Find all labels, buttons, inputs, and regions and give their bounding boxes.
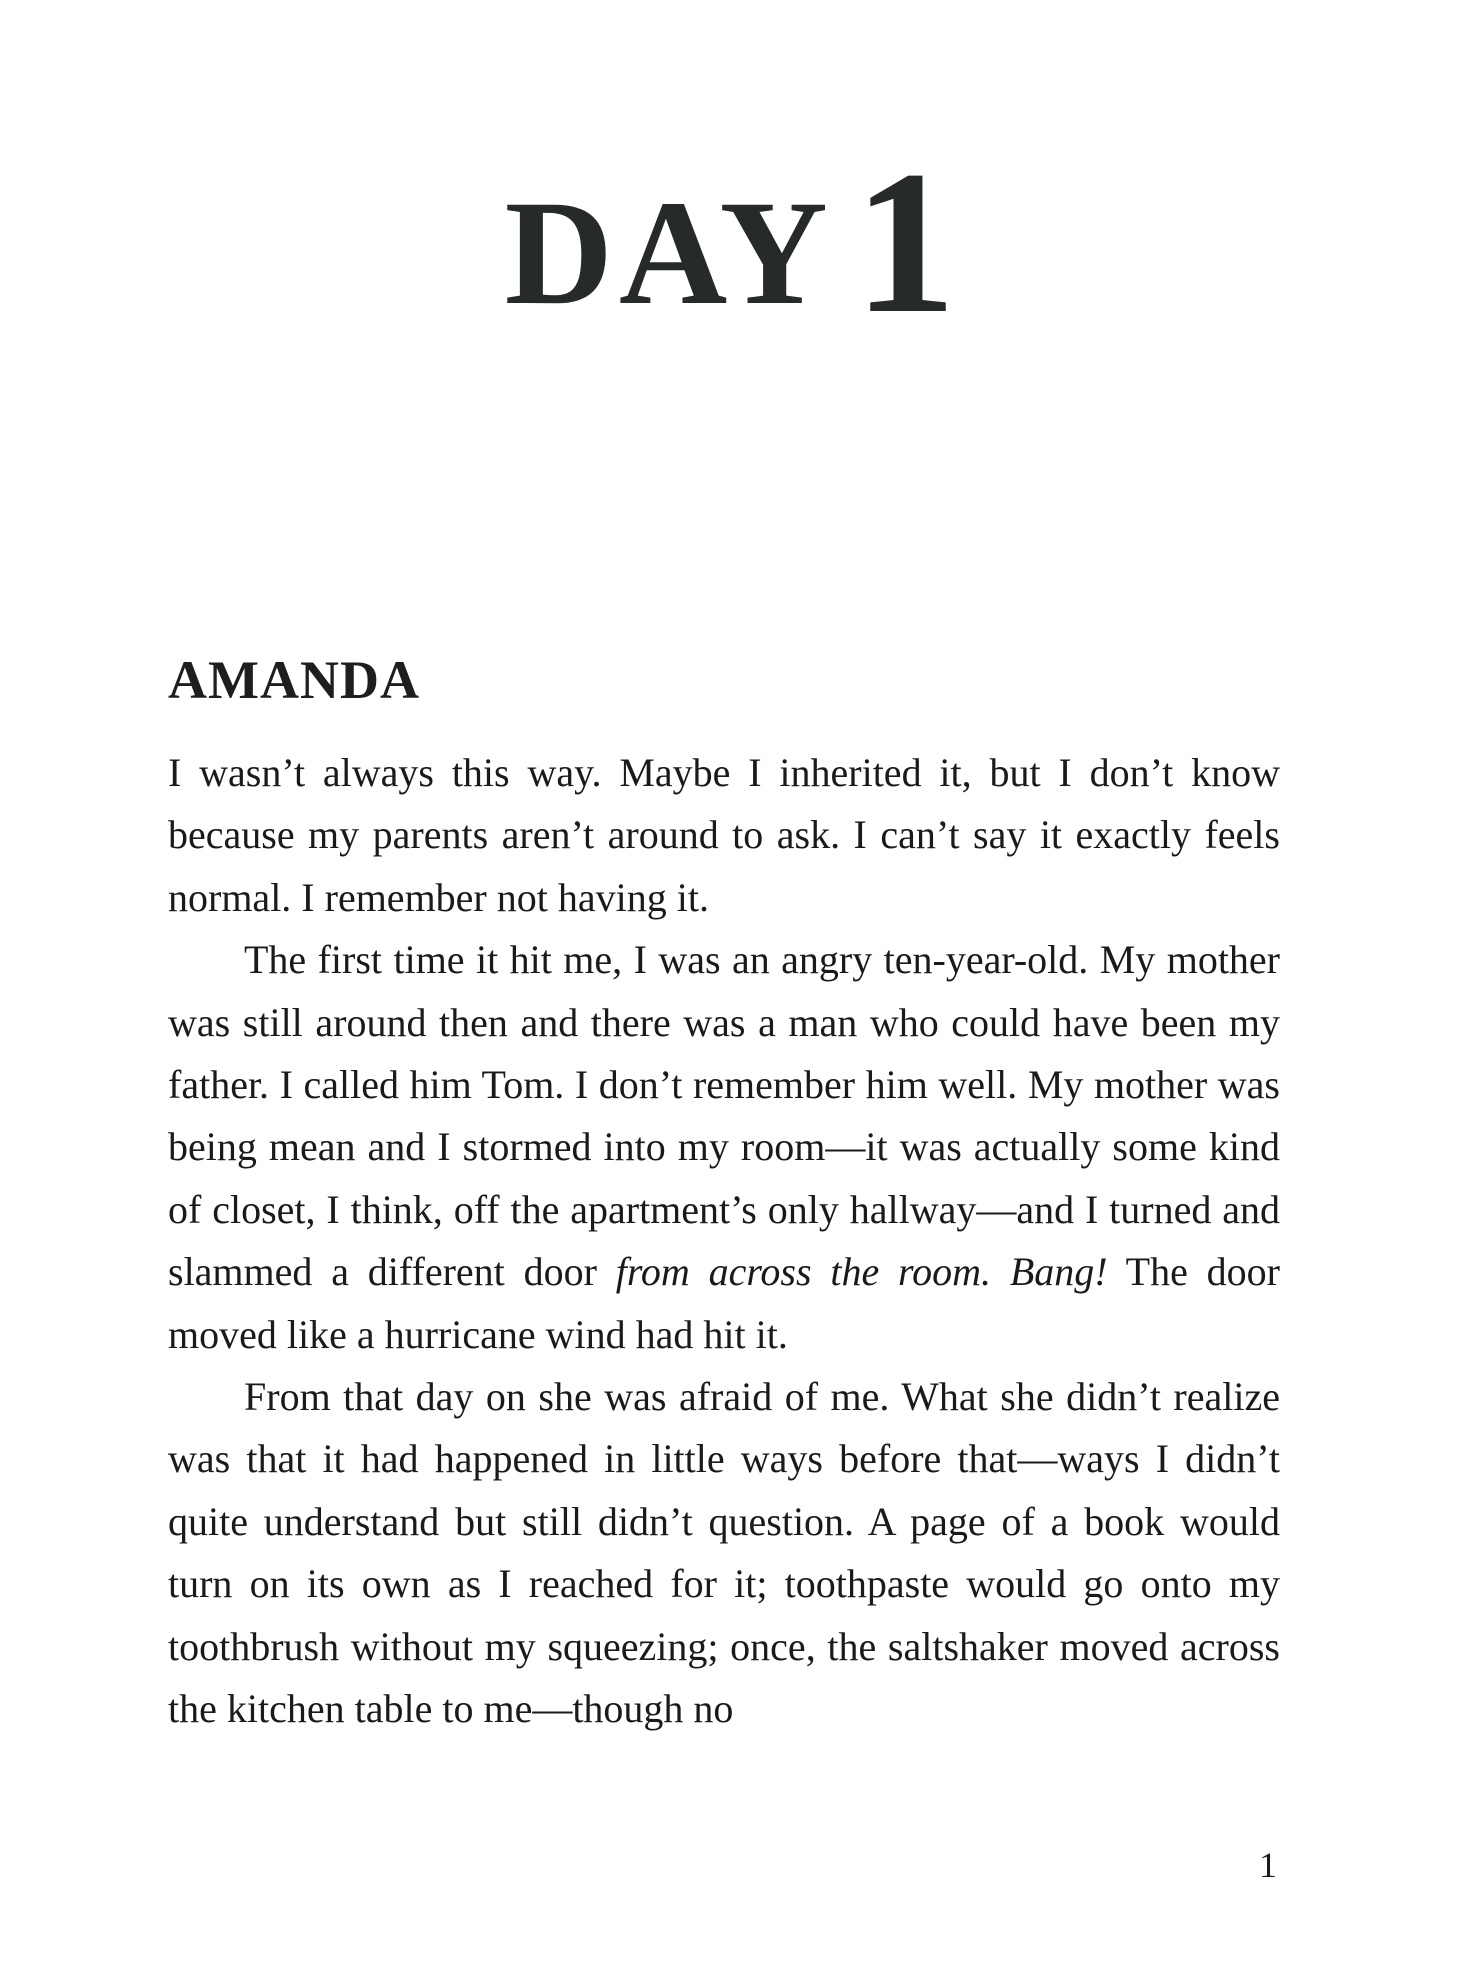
body-text xyxy=(168,742,1280,1741)
section-title: AMANDA xyxy=(168,650,420,710)
paragraph-3: From that day on she was afraid of me. What she didn’t realize was that it had happened in little ways before that—ways I didn’t quite understand but still didn’t question. A page of a book would turn on its own as I reached for it; toothpaste would go onto my toothbrush without my squeezing; once, the saltshaker moved across the kitchen table to me—though no xyxy=(168,1374,1280,1732)
paragraph-1: I wasn’t always this way. Maybe I inherited it, but I don’t know because my parents aren’t around to ask. I can’t say it exactly feels normal. I remember not having it. xyxy=(168,750,1280,920)
chapter-day-number: 1 xyxy=(853,129,965,356)
chapter-day-word: DAY xyxy=(504,170,834,336)
paragraph-2-text-end: The door moved like a hurricane wind had hit it. xyxy=(168,1249,1280,1357)
chapter-heading xyxy=(0,129,1469,356)
paragraph-2 xyxy=(168,929,1280,1366)
page-number: 1 xyxy=(1259,1845,1277,1885)
paragraph-2-italic-text: from across the room. Bang! xyxy=(615,1249,1108,1295)
paragraph-2-text-start: The first time it hit me, I was an angry ten-year-old. My mother was still around then and there was a man who could have been my father. I called him Tom. I don’t remember him well. My mother was being mean and I stormed into my room—it was actually some kind of closet, I think, off the apartment’s only hallway—and I turned and slammed a different door xyxy=(168,937,1280,1295)
